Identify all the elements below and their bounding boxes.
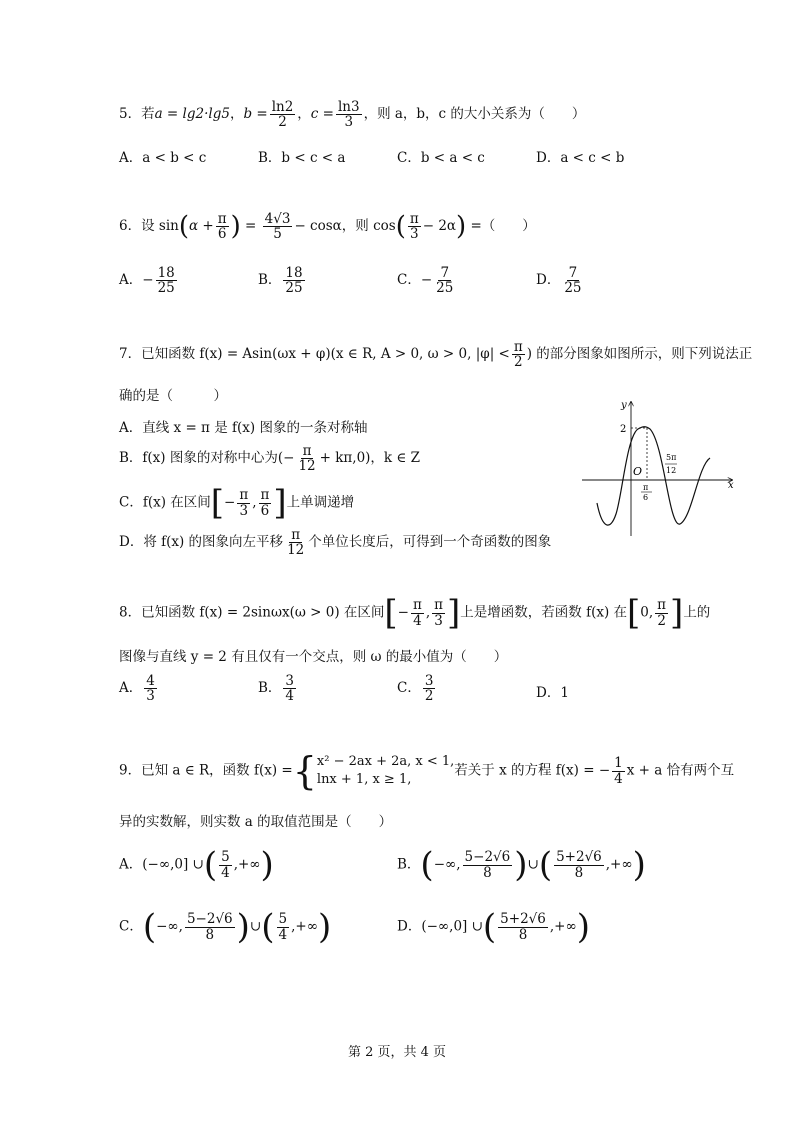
q8-option-a[interactable]: A． $\frac{4}{3}$ [119, 673, 155, 705]
svg-text:5π: 5π [666, 453, 677, 462]
q9-option-c[interactable]: C．(−∞, $\frac{5-2√6}{8}$ )∪( $\frac{5}{4}$ ,+∞) [119, 907, 332, 947]
q7-option-c[interactable]: C．f(x) 在区间[− $\frac{\pi}{3}$ , $\frac{\pi}{6}$ ]上单调递增 [119, 483, 355, 523]
fraction: $\frac{\pi}{2}$ [657, 597, 667, 629]
q8-option-b[interactable]: B． $\frac{3}{4}$ [258, 673, 295, 705]
q7-graph [580, 396, 740, 541]
q5-option-d[interactable]: D．a < c < b [536, 150, 625, 166]
q8-option-c[interactable]: C． $\frac{3}{2}$ [397, 673, 434, 705]
svg-text:12: 12 [666, 466, 677, 475]
question-7: 7．已知函数 f(x) = Asin(ωx + φ)(x ∈ R, A > 0, ω > 0, |φ| < $\frac{\pi}{2}$ ) 的部分图象如图所示，则下列说法正 [119, 339, 753, 371]
question-8-line-2: 图像与直线 y = 2 有且仅有一个交点，则 ω 的最小值为（ ） [119, 649, 508, 665]
question-7-line-2: 确的是（ ） [119, 388, 227, 404]
q8-option-d[interactable]: D．1 [536, 685, 569, 701]
q9-option-d[interactable]: D．(−∞,0] ∪( $\frac{5+2√6}{8}$ ,+∞) [397, 907, 590, 947]
question-6: 6．设 sin(α + $\frac{\pi}{6}$ ) = $\frac{4√3}{5}$ − cosα，则 cos( $\frac{\pi}{3}$ − 2α) =（ ） [119, 211, 536, 243]
fraction: $\frac{\pi}{4}$ [412, 597, 422, 629]
q6-option-d[interactable]: D． $\frac{7}{25}$ [536, 265, 582, 297]
q6-option-a[interactable]: A．− $\frac{18}{25}$ [119, 265, 175, 297]
q7-option-a[interactable]: A．直线 x = π 是 f(x) 图象的一条对称轴 [119, 420, 368, 436]
question-9-line-2: 异的实数解，则实数 a 的取值范围是（ ） [119, 814, 393, 830]
q7-option-b[interactable]: B．f(x) 图象的对称中心为(− $\frac{\pi}{12}$ + kπ,0)，k ∈ Z [119, 443, 421, 475]
svg-text:6: 6 [643, 493, 649, 502]
max-label: 2 [620, 424, 627, 435]
q5-number: 5． [119, 106, 142, 123]
fraction: $\frac{\pi}{2}$ [513, 339, 523, 371]
svg-text:π: π [643, 483, 649, 492]
q9-option-a[interactable]: A．(−∞,0] ∪( $\frac{5}{4}$ ,+∞) [119, 845, 274, 885]
piecewise-cases: x² − 2ax + 2a, x < 1, lnx + 1, x ≥ 1, [316, 754, 455, 787]
question-9: 9．已知 a ∈ R，函数 f(x) ={ x² − 2ax + 2a, x < 1, lnx + 1, x ≥ 1, 若关于 x 的方程 f(x) = − $\frac{1}{4}$ x + a 恰有两个互 [119, 749, 735, 793]
q6-option-b[interactable]: B． $\frac{18}{25}$ [258, 265, 303, 297]
y-axis-label: y [621, 400, 627, 411]
origin-label: O [633, 465, 643, 478]
q6-option-c[interactable]: C．− $\frac{7}{25}$ [397, 265, 454, 297]
q9-option-b[interactable]: B．(−∞, $\frac{5-2√6}{8}$ )∪( $\frac{5+2√6}{8}$ ,+∞) [397, 845, 646, 885]
q5-option-b[interactable]: B．b < c < a [258, 150, 346, 166]
page-footer: 第 2 页，共 4 页 [347, 1045, 447, 1060]
q7-option-d[interactable]: D．将 f(x) 的图象向左平移 $\frac{\pi}{12}$ 个单位长度后，可得到一个奇函数的图象 [119, 527, 552, 559]
question-5: 5．若a = lg2·lg5，b = $\frac{\ln 2}{2}$ ，c = $\frac{\ln 3}{3}$ ，则 a，b，c 的大小关系为（ ） [119, 99, 586, 131]
fraction: $\frac{1}{4}$ [614, 755, 623, 787]
fraction: $\frac{\ln 2}{2}$ [271, 99, 294, 131]
fraction: $\frac{\ln 3}{3}$ [337, 99, 360, 131]
fraction: $\frac{\pi}{6}$ [217, 211, 227, 243]
sine-curve [597, 427, 710, 525]
fraction: $\frac{\pi}{3}$ [409, 211, 419, 243]
q5-option-c[interactable]: C．b < a < c [397, 150, 485, 166]
fraction: $\frac{\pi}{3}$ [434, 597, 444, 629]
q5-option-a[interactable]: A．a < b < c [119, 150, 207, 166]
fraction: $\frac{4√3}{5}$ [264, 211, 291, 243]
x-axis-label: x [728, 480, 734, 491]
question-8: 8．已知函数 f(x) = 2sinωx(ω > 0) 在区间[− $\frac{\pi}{4}$ , $\frac{\pi}{3}$ ]上是增函数，若函数 f(x) 在[0, $\frac{\pi}{2}$ ]上的 [119, 593, 711, 633]
